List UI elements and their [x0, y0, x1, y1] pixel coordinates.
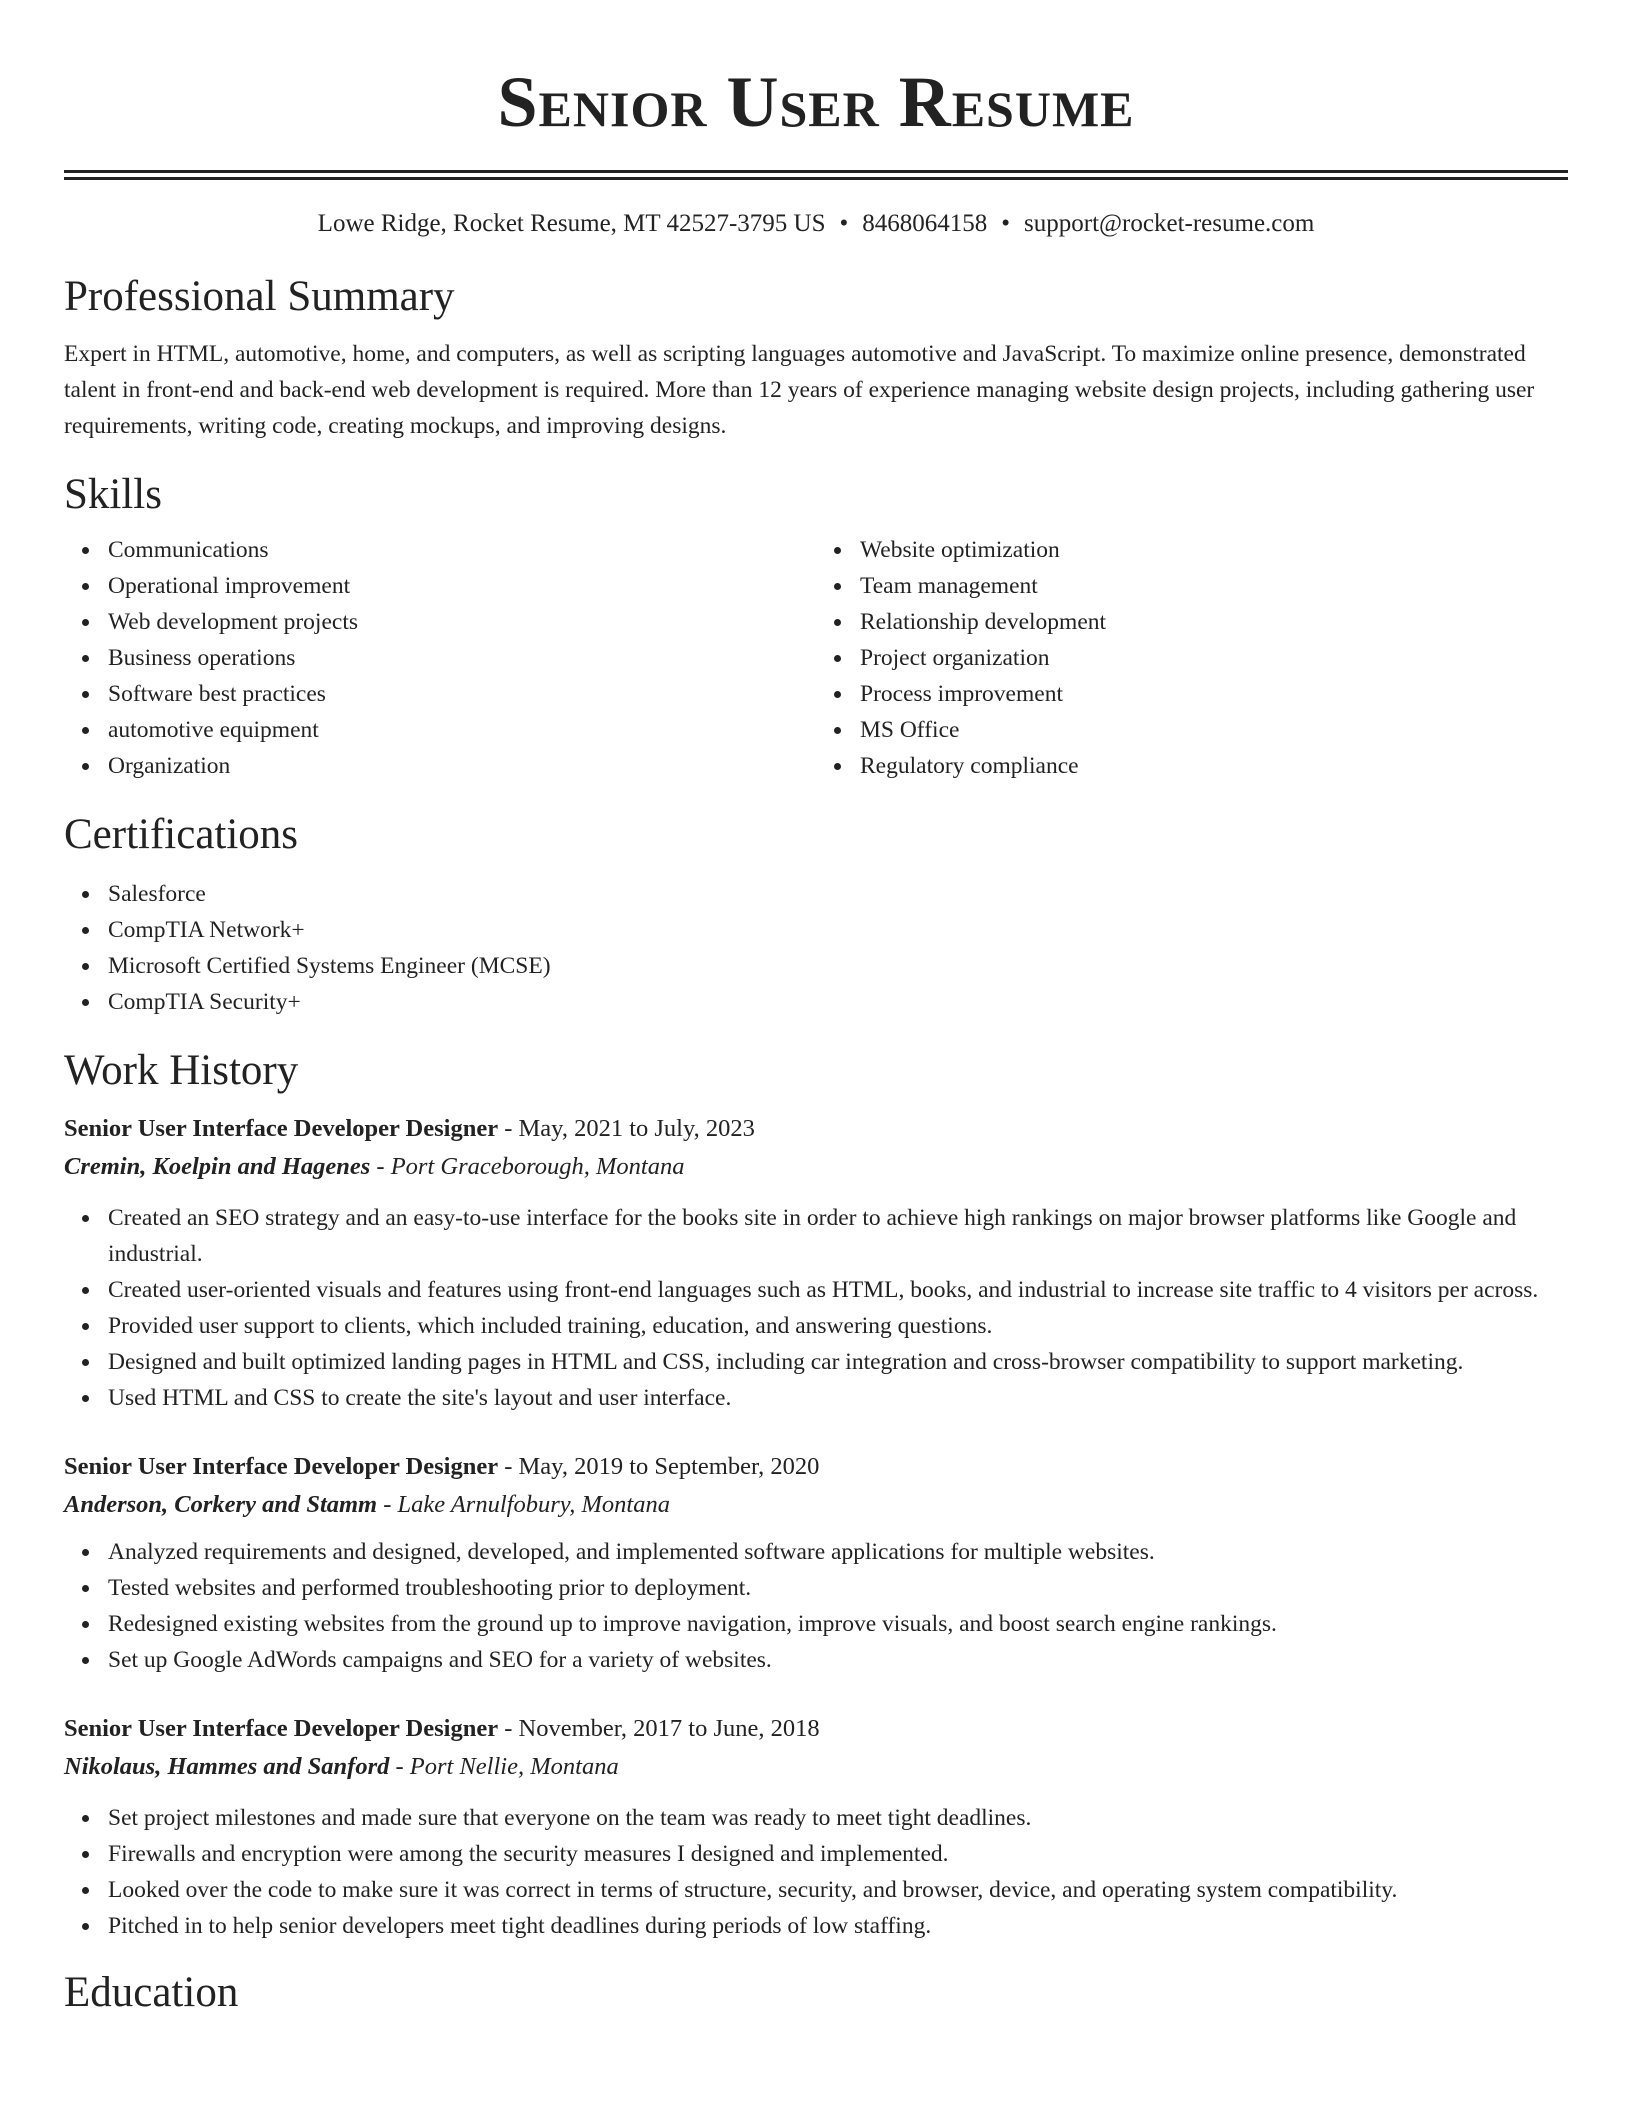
skill-item: Team management	[860, 568, 1568, 604]
contact-phone: 8468064158	[862, 210, 988, 237]
education-heading: Education	[64, 1969, 239, 2016]
skill-item: Software best practices	[108, 676, 816, 712]
job-bullet: Pitched in to help senior developers meet tight deadlines during periods of low staffing.	[108, 1908, 1568, 1944]
skill-item: Web development projects	[108, 604, 816, 640]
contact-email: support@rocket-resume.com	[1024, 210, 1315, 237]
skill-item: Regulatory compliance	[860, 748, 1568, 784]
certifications-list	[64, 876, 1568, 1020]
job-company: Cremin, Koelpin and Hagenes	[64, 1153, 371, 1180]
job-entry	[64, 1710, 1568, 1944]
job-company: Anderson, Corkery and Stamm	[64, 1491, 378, 1518]
job-bullet: Created an SEO strategy and an easy-to-use interface for the books site in order to achieve high rankings on major browser platforms like Google and industrial.	[108, 1200, 1568, 1272]
job-bullet: Looked over the code to make sure it was correct in terms of structure, security, and browser, device, and operating system compatibility.	[108, 1872, 1568, 1908]
job-bullet: Provided user support to clients, which included training, education, and answering questions.	[108, 1308, 1568, 1344]
job-location: - Port Nellie, Montana	[389, 1753, 619, 1780]
job-bullet: Redesigned existing websites from the ground up to improve navigation, improve visuals, and boost search engine rankings.	[108, 1606, 1568, 1642]
job-dates: - May, 2021 to July, 2023	[498, 1115, 755, 1142]
skills-heading: Skills	[64, 471, 162, 518]
job-dates: - November, 2017 to June, 2018	[498, 1715, 820, 1742]
skill-item: Website optimization	[860, 532, 1568, 568]
job-company-line	[64, 1748, 1568, 1786]
skill-item: Organization	[108, 748, 816, 784]
certification-item: CompTIA Network+	[108, 912, 1568, 948]
job-bullet: Analyzed requirements and designed, developed, and implemented software applications for multiple websites.	[108, 1534, 1568, 1570]
job-bullet: Designed and built optimized landing pages in HTML and CSS, including car integration and cross-browser compatibility to support marketing.	[108, 1344, 1568, 1380]
contact-line	[64, 208, 1568, 240]
certification-item: Microsoft Certified Systems Engineer (MCSE)	[108, 948, 1568, 984]
job-bullet: Set project milestones and made sure that everyone on the team was ready to meet tight deadlines.	[108, 1800, 1568, 1836]
skill-item: Process improvement	[860, 676, 1568, 712]
skill-item: Communications	[108, 532, 816, 568]
job-location: - Port Graceborough, Montana	[370, 1153, 685, 1180]
skills-list	[64, 532, 1568, 784]
skills-column-left	[64, 532, 816, 784]
certification-item: Salesforce	[108, 876, 1568, 912]
skill-item: Relationship development	[860, 604, 1568, 640]
title-divider	[64, 170, 1568, 180]
summary-heading: Professional Summary	[64, 273, 455, 320]
job-bullets	[64, 1800, 1568, 1944]
contact-address: Lowe Ridge, Rocket Resume, MT 42527-3795 US	[317, 210, 826, 237]
job-bullet: Firewalls and encryption were among the security measures I designed and implemented.	[108, 1836, 1568, 1872]
skill-item: Operational improvement	[108, 568, 816, 604]
job-title: Senior User Interface Developer Designer	[64, 1115, 499, 1142]
contact-separator: •	[1001, 210, 1011, 237]
skill-item: automotive equipment	[108, 712, 816, 748]
certifications-heading: Certifications	[64, 811, 299, 858]
work-history-heading: Work History	[64, 1047, 299, 1094]
job-entry	[64, 1448, 1568, 1678]
job-title-line	[64, 1710, 1568, 1748]
resume-title: Senior User Resume	[497, 62, 1135, 142]
job-company: Nikolaus, Hammes and Sanford	[64, 1753, 390, 1780]
resume-page	[64, 0, 1568, 2018]
job-bullet: Created user-oriented visuals and features using front-end languages such as HTML, books, and industrial to increase site traffic to 4 visitors per across.	[108, 1272, 1568, 1308]
job-bullet: Tested websites and performed troubleshooting prior to deployment.	[108, 1570, 1568, 1606]
job-entry	[64, 1110, 1568, 1416]
job-bullet: Used HTML and CSS to create the site's layout and user interface.	[108, 1380, 1568, 1416]
job-location: - Lake Arnulfobury, Montana	[377, 1491, 670, 1518]
job-bullets	[64, 1534, 1568, 1678]
job-company-line	[64, 1148, 1568, 1186]
skills-column-right	[816, 532, 1568, 784]
job-title-line	[64, 1110, 1568, 1148]
job-title: Senior User Interface Developer Designer	[64, 1715, 499, 1742]
job-company-line	[64, 1486, 1568, 1524]
contact-separator: •	[839, 210, 849, 237]
skill-item: Project organization	[860, 640, 1568, 676]
skill-item: Business operations	[108, 640, 816, 676]
job-dates: - May, 2019 to September, 2020	[498, 1453, 820, 1480]
certification-item: CompTIA Security+	[108, 984, 1568, 1020]
job-bullets	[64, 1200, 1568, 1416]
skill-item: MS Office	[860, 712, 1568, 748]
summary-text: Expert in HTML, automotive, home, and computers, as well as scripting languages automotive and JavaScript. To maximize online presence, demonstrated talent in front-end and back-end web development is required. More than 12 years of experience managing website design projects, including gathering user requirements, writing code, creating mockups, and improving designs.	[64, 341, 1535, 439]
job-title: Senior User Interface Developer Designer	[64, 1453, 499, 1480]
job-title-line	[64, 1448, 1568, 1486]
job-bullet: Set up Google AdWords campaigns and SEO for a variety of websites.	[108, 1642, 1568, 1678]
